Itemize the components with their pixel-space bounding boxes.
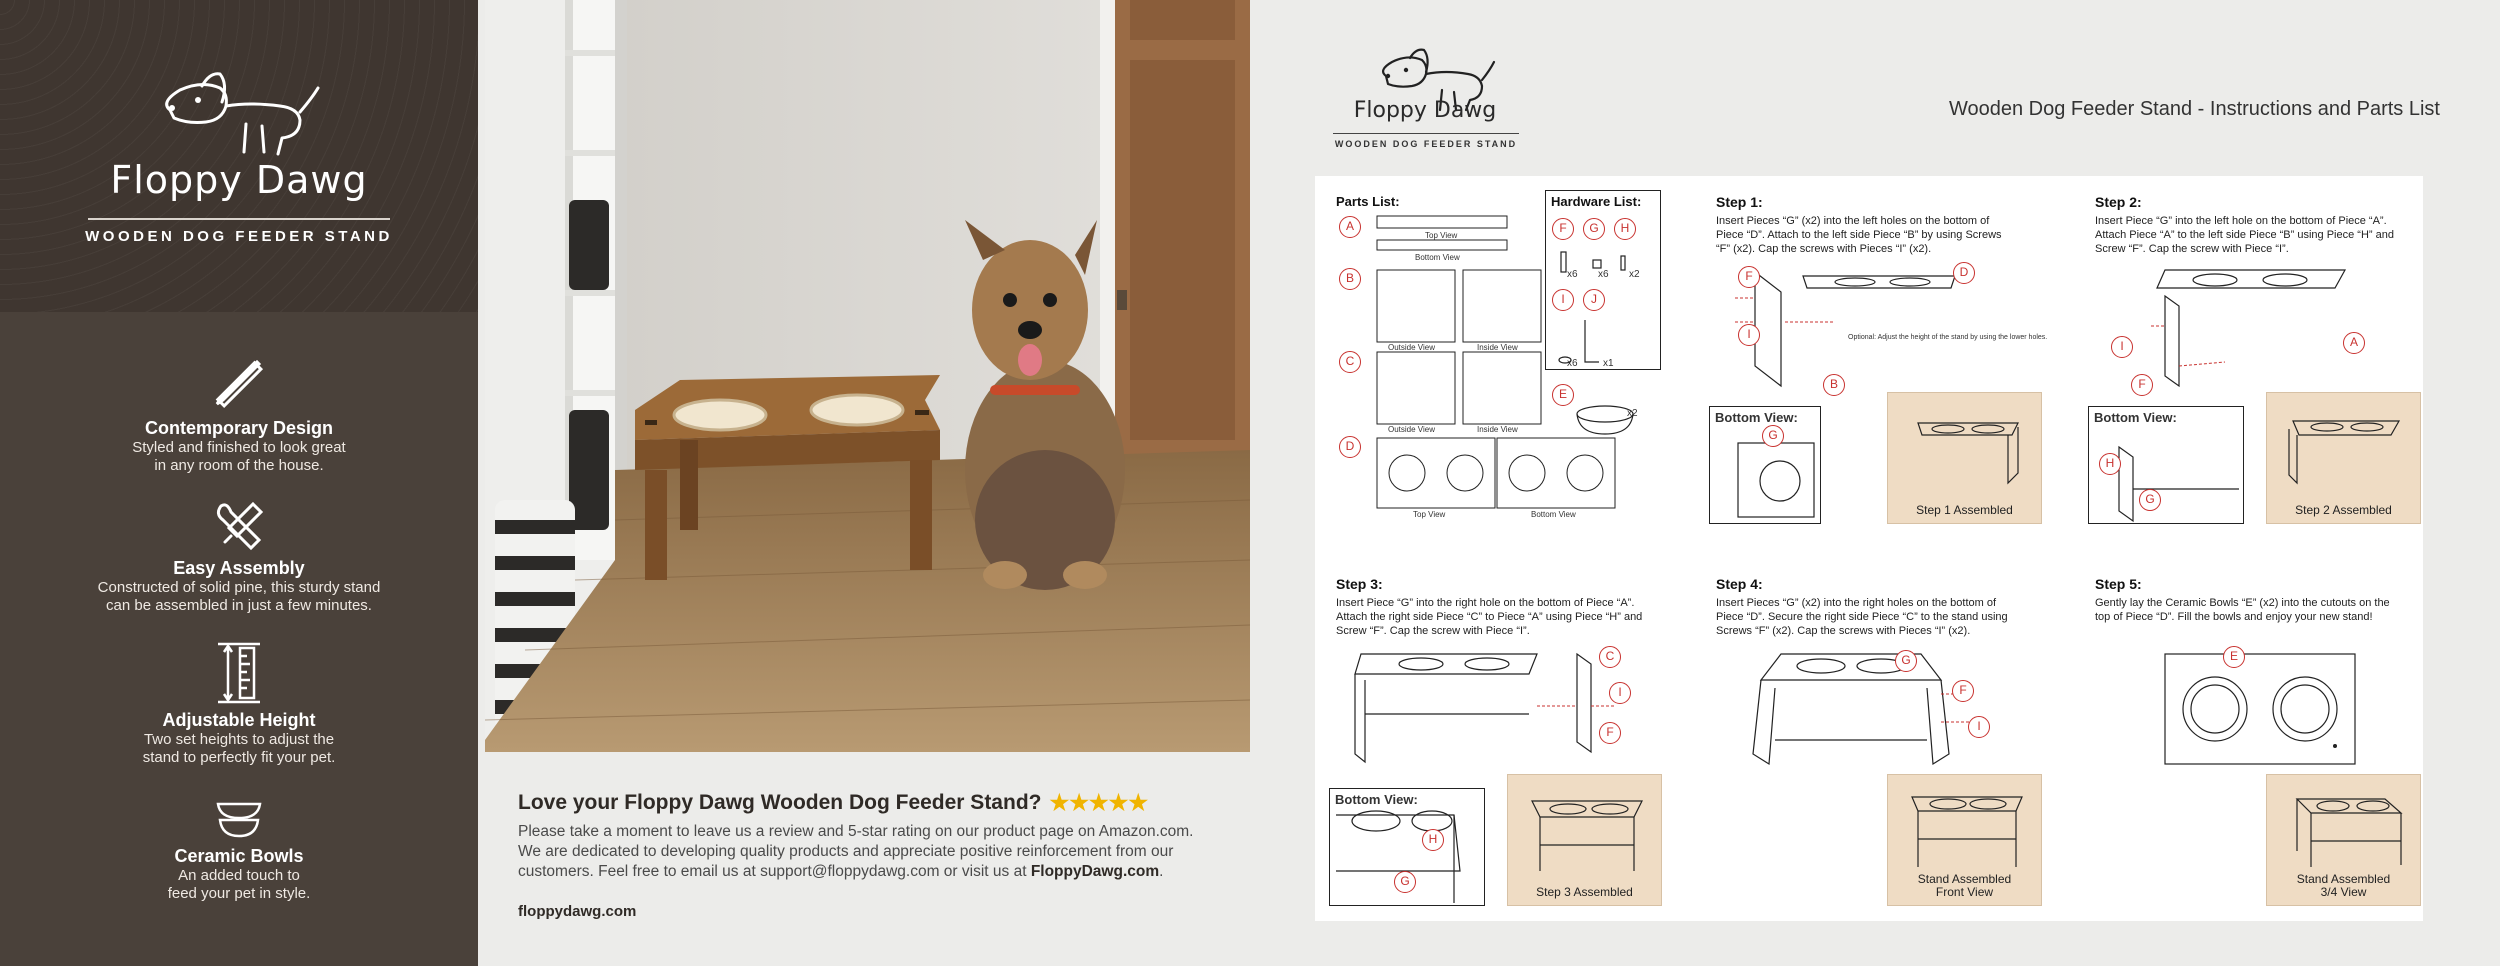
hardware-count-i: x6 — [1567, 358, 1578, 369]
step-3-assembled-drawing — [1522, 791, 1652, 881]
step-2-text: Insert Piece “G” into the left hole on the bottom of Piece “A”. Attach Piece “A” to the left side Piece “B” using Piece “H” and Screw “F”. Cap the screw with Piece “I”. — [2095, 215, 2394, 255]
step-4-label-g: G — [1895, 650, 1917, 672]
hardware-drawings — [1555, 248, 1665, 428]
wrench-screwdriver-icon — [211, 496, 267, 552]
bottom-view-label-g: G — [1394, 871, 1416, 893]
feature-contemporary-design — [0, 356, 478, 475]
step-1-caption: Step 1 Assembled — [1916, 503, 2013, 517]
step-4-title: Step 4: — [1716, 576, 1763, 592]
step-3-label-f: F — [1599, 722, 1621, 744]
sheet-title: Wooden Dog Feeder Stand - Instructions and Parts List — [1948, 98, 2440, 120]
step-3-title: Step 3: — [1336, 576, 1383, 592]
feature-desc-line: Constructed of solid pine, this sturdy stand — [97, 579, 381, 596]
step-2-assembled-drawing — [2283, 413, 2409, 493]
step-2-caption: Step 2 Assembled — [2295, 503, 2392, 517]
feature-desc-line: stand to perfectly fit your pet. — [142, 749, 336, 766]
sheet-brand-divider — [1333, 133, 1519, 134]
step-5-label-e: E — [2223, 646, 2245, 668]
step-2-diagram — [2145, 266, 2385, 396]
step-1-text: Insert Pieces “G” (x2) into the left holes on the bottom of Piece “D”. Attach to the left side Piece “B” by using Screws “F” (x2). Cap the screws with Pieces “I” (x2). — [1716, 215, 2002, 255]
bottom-view-label-g: G — [1762, 425, 1784, 447]
review-request — [518, 790, 1238, 882]
step-4-caption — [1888, 873, 2041, 899]
feature-desc-line: in any room of the house. — [154, 457, 324, 474]
step-1-assembled-panel — [1887, 392, 2042, 524]
hardware-count-f: x6 — [1567, 269, 1578, 280]
step-5-diagram — [2155, 644, 2365, 774]
step-2-label-i: I — [2111, 336, 2133, 358]
part-d-bottom-drawing — [1495, 438, 1625, 510]
feature-adjustable-height — [0, 642, 478, 767]
feature-desc-line: Two set heights to adjust the — [143, 731, 335, 748]
bottom-view-label: Bottom View: — [2094, 410, 2177, 425]
dog-logo-icon — [150, 62, 330, 162]
step-1-bottom-view — [1709, 406, 1821, 524]
step-5-assembled-drawing — [2281, 785, 2411, 871]
hardware-count-j: x1 — [1603, 358, 1614, 369]
pencil-ruler-icon — [211, 356, 267, 412]
step-4-label-i: I — [1968, 716, 1990, 738]
hardware-label-e: E — [1552, 384, 1574, 406]
step-5-text: Gently lay the Ceramic Bowls “E” (x2) into the cutouts on the top of Piece “D”. Fill the bowls and enjoy your new stand! — [2095, 597, 2390, 623]
step-2-bottom-view — [2088, 406, 2244, 524]
hardware-count-e: x2 — [1627, 408, 1638, 419]
step-1-label-f: F — [1738, 266, 1760, 288]
feature-title: Contemporary Design — [144, 418, 334, 438]
step-1-label-b: B — [1823, 374, 1845, 396]
feature-title: Easy Assembly — [173, 558, 305, 578]
parts-outside-view-label: Outside View — [1388, 343, 1435, 352]
hardware-label-g: G — [1583, 218, 1605, 240]
parts-bottom-view-label: Bottom View — [1415, 253, 1460, 262]
step-1-label-d: D — [1953, 262, 1975, 284]
review-line: We are dedicated to developing quality products and appreciate positive reinforcement from our — [518, 843, 1174, 860]
review-line-text: customers. Feel free to email us at support@floppydawg.com or visit us at — [518, 863, 1031, 880]
part-label-b: B — [1339, 268, 1361, 290]
sheet-brand-tagline: WOODEN DOG FEEDER STAND — [1334, 139, 1518, 149]
step-3-text: Insert Piece “G” into the right hole on the bottom of Piece “A”. Attach the right side Piece “C” to Piece “A” using Piece “H” and Screw “F”. Cap the screw with Piece “I”. — [1336, 597, 1643, 637]
height-ruler-icon — [214, 642, 264, 704]
step-3-bottom-view — [1329, 788, 1485, 906]
bottom-view-label: Bottom View: — [1715, 410, 1798, 425]
instruction-sheet — [1315, 176, 2423, 921]
step-4-assembled-drawing — [1902, 787, 2032, 873]
review-line — [518, 862, 1238, 882]
bottom-view-label-h: H — [2099, 453, 2121, 475]
parts-list-heading: Parts List: — [1336, 194, 1400, 209]
bottom-view-drawing — [2099, 427, 2239, 523]
step-3-caption: Step 3 Assembled — [1536, 885, 1633, 899]
feature-desc-line: can be assembled in just a few minutes. — [106, 597, 372, 614]
step-4-assembled-panel — [1887, 774, 2042, 906]
website-link[interactable]: FloppyDawg.com — [1030, 863, 1160, 880]
parts-inside-view-label: Inside View — [1477, 425, 1518, 434]
step-4-label-f: F — [1952, 680, 1974, 702]
hardware-label-f: F — [1552, 218, 1574, 240]
review-body — [518, 822, 1238, 882]
step-4-text: Insert Pieces “G” (x2) into the right holes on the bottom of Piece “D”. Secure the right side Piece “C” to the stand using Screws “F” (x2). Cap the screws with Pieces “I” (x2). — [1716, 597, 2008, 637]
step-1-note: Optional: Adjust the height of the stand by using the lower holes. — [1848, 334, 2048, 341]
step-2-title: Step 2: — [2095, 194, 2142, 210]
step-4-caption-line: Front View — [1935, 885, 1994, 899]
feature-desc-line: feed your pet in style. — [167, 885, 311, 902]
product-scene-illustration — [485, 0, 1250, 752]
hardware-count-h: x2 — [1629, 269, 1640, 280]
brand-header — [0, 0, 478, 312]
step-5-caption — [2267, 873, 2420, 899]
step-2-label-a: A — [2343, 332, 2365, 354]
part-label-d: D — [1339, 436, 1361, 458]
feature-title: Ceramic Bowls — [174, 846, 304, 866]
footer-website-link[interactable]: floppydawg.com — [518, 903, 637, 920]
review-title-text: Love your Floppy Dawg Wooden Dog Feeder Stand? — [518, 791, 1042, 814]
part-label-a: A — [1339, 216, 1361, 238]
step-1-diagram — [1725, 266, 1985, 386]
sheet-brand-name: Floppy Dawg — [1353, 98, 1497, 123]
step-5-assembled-panel — [2266, 774, 2421, 906]
brand-name: Floppy Dawg — [110, 158, 368, 202]
step-3-assembled-panel — [1507, 774, 1662, 906]
hardware-count-g: x6 — [1598, 269, 1609, 280]
step-5-caption-line: 3/4 View — [2320, 885, 2367, 899]
feature-easy-assembly — [0, 496, 478, 615]
brand-divider — [88, 218, 390, 220]
step-3-diagram — [1351, 644, 1641, 764]
feature-desc-line: An added touch to — [178, 867, 300, 884]
brand-tagline: WOODEN DOG FEEDER STAND — [85, 228, 393, 245]
parts-bottom-view-label: Bottom View — [1531, 510, 1576, 519]
bottom-view-label-g: G — [2139, 489, 2161, 511]
step-1-assembled-drawing — [1908, 413, 2028, 493]
bottom-view-drawing — [1732, 437, 1818, 521]
review-line-end: . — [1159, 863, 1164, 880]
parts-outside-view-label: Outside View — [1388, 425, 1435, 434]
step-5-title: Step 5: — [2095, 576, 2142, 592]
feature-ceramic-bowls — [0, 800, 478, 903]
bowls-icon — [214, 800, 264, 840]
step-5-caption-line: Stand Assembled — [2296, 872, 2391, 886]
bottom-view-label: Bottom View: — [1335, 792, 1418, 807]
step-1-label-i: I — [1738, 324, 1760, 346]
feature-title: Adjustable Height — [162, 710, 316, 730]
left-brand-panel — [0, 0, 478, 966]
part-label-c: C — [1339, 351, 1361, 373]
review-title — [518, 790, 1238, 816]
hardware-label-h: H — [1614, 218, 1636, 240]
feature-desc-line: Styled and finished to look great — [132, 439, 346, 456]
hardware-label-i: I — [1552, 289, 1574, 311]
parts-top-view-label: Top View — [1425, 231, 1458, 240]
parts-top-view-label: Top View — [1413, 510, 1446, 519]
step-2-label-f: F — [2131, 374, 2153, 396]
bottom-view-label-h: H — [1422, 829, 1444, 851]
product-photo — [485, 0, 1250, 752]
step-4-caption-line: Stand Assembled — [1917, 872, 2012, 886]
hardware-list-heading: Hardware List: — [1551, 194, 1642, 209]
parts-inside-view-label: Inside View — [1477, 343, 1518, 352]
hardware-label-j: J — [1583, 289, 1605, 311]
step-4-diagram — [1751, 644, 1991, 774]
step-3-label-c: C — [1599, 646, 1621, 668]
five-star-rating-icon: ★★★★★ — [1049, 790, 1149, 815]
step-3-label-i: I — [1609, 682, 1631, 704]
step-1-title: Step 1: — [1716, 194, 1763, 210]
step-2-assembled-panel — [2266, 392, 2421, 524]
review-line: Please take a moment to leave us a review and 5-star rating on our product page on Amazon.com. — [518, 823, 1194, 840]
